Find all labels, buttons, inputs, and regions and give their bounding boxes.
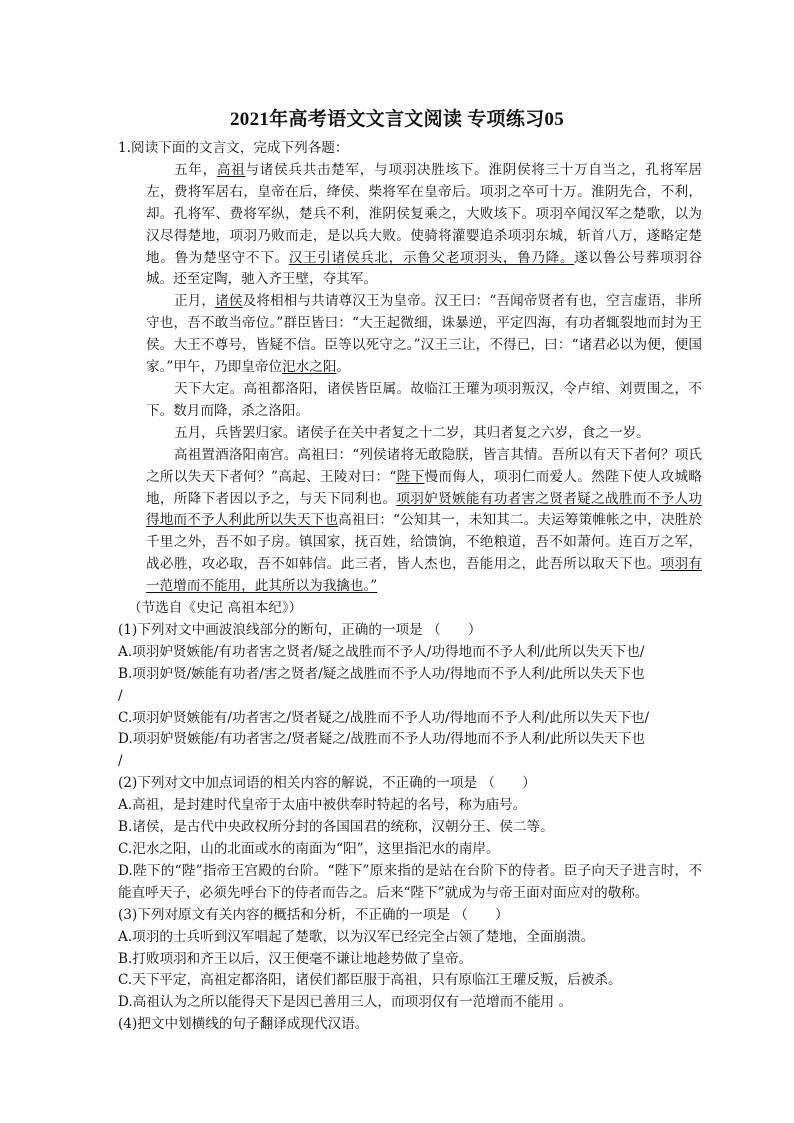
q3-option-b: B.打败项羽和齐王以后，汉王便毫不谦让地趁势做了皇帝。 <box>118 950 473 967</box>
dotted-term-bixia: 陛下 <box>396 468 425 485</box>
underlined-sentence-2: 项羽有一范增而不能用，此其所以为我擒也。” <box>146 556 703 595</box>
p2-body: 及将相相与共请尊汉王为皇帝。汉王曰：“吾闻帝贤者有也，空言虚语，非所守也，吾不敢当帝位。”群臣皆曰：“大王起微细，诛暴逆，平定四海，有功者辄裂地而封为王侯。大王不尊号，皆疑不信。臣等以死守之。”汉王三让，不得已，曰：“诸君必以为便，便国家。”甲午，乃即皇帝位 <box>146 293 703 376</box>
page-title: 2021年高考语文文言文阅读 专项练习05 <box>229 109 565 130</box>
underlined-sentence-1: 汉王引诸侯兵北，示鲁父老项羽头，鲁乃降。 <box>288 249 575 266</box>
wavy-underlined-sentence: 项羽妒贤嫉能有功者害之贤者疑之战胜而不予人功得地而不予人利此所以失天下也 <box>146 490 703 529</box>
q2-option-d: D.陛下的“陛”指帝王宫殿的台阶。“陛下”原来指的是站在台阶下的侍者。臣子向天子进言时，不能直呼天子，必须先呼台下的侍者而告之。后来“陛下”就成为与帝王面对面应对的敬称。 <box>118 862 702 901</box>
p5-start: 高祖置酒洛阳南宫。高祖曰：“列侯诸将无敢隐朕，皆言其情。吾所以有天下者何？项氏之所以失天下者何？”高起、王陵对曰：“ <box>146 446 702 485</box>
q3-option-a: A.项羽的士兵听到汉军唱起了楚歌，以为汉军已经完全占领了楚地，全面崩溃。 <box>118 928 595 945</box>
p2-end: 。 <box>336 359 351 376</box>
question-intro: 1.阅读下面的文言文，完成下列各题： <box>118 140 349 156</box>
dotted-term-sishui: 汜水之阳 <box>282 359 337 376</box>
passage-source: （节选自《史记 高祖本纪》） <box>128 600 303 617</box>
q2-stem: (2)下列对文中加点词语的相关内容的解说，不正确的一项是 （ ） <box>118 775 536 792</box>
document-body <box>118 138 702 1036</box>
q1-option-b: B.项羽妒贤/嫉能有功者/害之贤者/疑之战胜而不予人功/得地而不予人利/此所以失天下也 <box>118 665 645 682</box>
q1-stem: (1)下列对文中画波浪线部分的断句，正确的一项是 （ ） <box>118 621 482 638</box>
dotted-term-zhuhou: 诸侯 <box>215 293 243 310</box>
q1-option-c: C.项羽妒贤嫉能有/功者害之/贤者疑之/战胜而不予人功/得地而不予人利/此所以失天下也/ <box>118 709 650 726</box>
q1-option-a: A.项羽妒贤嫉能/有功者害之贤者/疑之战胜而不予人/功得地而不予人利/此所以失天下也/ <box>118 643 645 660</box>
passage-paragraph-3: 天下大定。高祖都洛阳，诸侯皆臣属。故临江王瓘为项羽叛汉，令卢绾、刘贾围之，不下。数月而降，杀之洛阳。 <box>146 380 702 419</box>
dotted-term-gaozu: 高祖 <box>216 161 246 178</box>
p1-body: 与诸侯兵共击楚军，与项羽决胜垓下。淮阴侯将三十万自当之，孔将军居左，费将军居右，皇帝在后，绛侯、柴将军在皇帝后。项羽之卒可十万。淮阴先合，不利，却。孔将军、费将军纵，楚兵不利，淮阴侯复乘之，大败垓下。项羽卒闻汉军之楚歌，以为汉尽得楚地，项羽乃败而走，是以兵大败。使骑将灌婴追杀项羽东城，斩首八万，遂略定楚地。鲁为楚坚守不下。 <box>146 161 703 266</box>
passage-paragraph-1 <box>118 160 702 291</box>
passage-paragraph-2 <box>118 291 702 379</box>
p5-mid: 高祖曰：“公知其一，未知其二。夫运筹策帷帐之中，决胜於千里之外，吾不如子房。镇国家，抚百姓，给馈饷，不绝粮道，吾不如萧何。连百万之军，战必胜，攻必取，吾不如韩信。此三者，皆人杰也，吾能用之，此吾所以取天下也。 <box>146 512 702 573</box>
q1-option-b-tail: / <box>118 687 123 704</box>
q3-option-d: D.高祖认为之所以能得天下是因已善用三人，而项羽仅有一范增而不能用 。 <box>118 994 573 1011</box>
p2-start: 正月， <box>174 293 216 310</box>
q2-option-a: A.高祖，是封建时代皇帝于太庙中被供奉时特起的名号，称为庙号。 <box>118 797 527 814</box>
p1-start: 五年， <box>174 161 217 178</box>
q3-option-c: C.天下平定，高祖定都洛阳，诸侯们都臣服于高祖，只有原临江王瓘反叛，后被杀。 <box>118 972 622 989</box>
q1-option-d: D.项羽妒贤嫉能/有功者害之/贤者疑之/战胜而不予人功/得地而不予人利/此所以失天下也 <box>118 731 646 748</box>
p5-body: 慢而侮人，项羽仁而爱人。然陛下使人攻城略地，所降下者因以予之，与天下同利也。 <box>146 468 703 507</box>
q2-option-c: C.汜水之阳，山的北面或水的南面为“阳”，这里指汜水的南岸。 <box>118 841 500 857</box>
q2-option-b: B.诸侯，是古代中央政权所分封的各国国君的统称，汉朝分王、侯二等。 <box>118 819 554 836</box>
passage-paragraph-5 <box>118 445 702 598</box>
q4-stem: (4)把文中划横线的句子翻译成现代汉语。 <box>118 1016 369 1033</box>
p1-end: 遂以鲁公号葬项羽谷城。还至定陶，驰入齐王壁，夺其军。 <box>146 249 703 288</box>
passage-paragraph-4: 五月，兵皆罢归家。诸侯子在关中者复之十二岁，其归者复之六岁，食之一岁。 <box>174 424 650 441</box>
q3-stem: (3)下列对原文有关内容的概括和分析，不正确的一项是 （ ） <box>118 906 509 923</box>
q1-option-d-tail: / <box>118 753 123 770</box>
